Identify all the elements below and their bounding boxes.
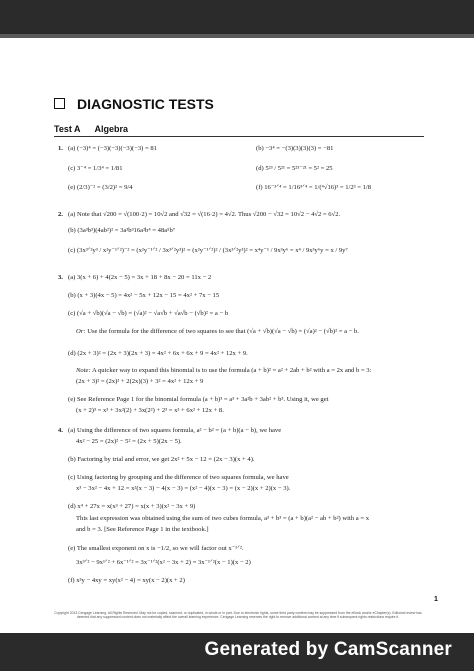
q4-e-line2: 3x³ᐟ² − 9x¹ᐟ² + 6x⁻¹ᐟ² = 3x⁻¹ᐟ²(x² − 3x + 2) = 3x⁻¹ᐟ²(x − 1)(x − 2) xyxy=(76,559,251,566)
page-number: 1 xyxy=(434,596,438,603)
q2-c: (c) (3x³ᐟ²y³ / x²y⁻¹ᐟ²)⁻² = (x²y⁻¹ᐟ² / 3x³ᐟ²y³)² = (x²y⁻¹ᐟ²)² / (3x³ᐟ²y³)² = x⁴y⁻¹ / 9x³y⁶ = x⁴ / 9x³y⁶y = x / 9y⁷ xyxy=(68,247,348,254)
q4-number: 4. xyxy=(58,427,63,434)
test-subject: Algebra xyxy=(94,124,129,134)
scanner-top-band xyxy=(0,0,474,38)
q1-f: (f) 16⁻³ᐟ⁴ = 1/16³ᐟ⁴ = 1/(⁴√16)³ = 1/2³ = 1/8 xyxy=(256,184,372,191)
q3-a: (a) 3(x + 6) + 4(2x − 5) = 3x + 18 + 8x − 20 = 11x − 2 xyxy=(68,274,212,281)
or-text: Use the formula for the difference of two squares to see that (√a + √b)(√a − √b) = (√a)² − (√b)² = a − b. xyxy=(87,328,359,335)
q4-f: (f) x³y − 4xy = xy(x² − 4) = xy(x − 2)(x + 2) xyxy=(68,577,185,584)
q4-b: (b) Factoring by trial and error, we get 2x² + 5x − 12 = (2x − 3)(x + 4). xyxy=(68,456,255,463)
q1-a: (a) (−3)⁴ = (−3)(−3)(−3)(−3) = 81 xyxy=(68,145,157,152)
q2-a: (a) Note that √200 = √(100·2) = 10√2 and √32 = √(16·2) = 4√2. Thus √200 − √32 = 10√2 − 4√2 = 6√2. xyxy=(68,211,341,218)
q3-c: (c) (√a + √b)(√a − √b) = (√a)² − √a√b + √a√b − (√b)² = a − b xyxy=(68,310,229,317)
q3-d-note-formula: (2x + 3)² = (2x)² + 2(2x)(3) + 3² = 4x² + 12x + 9 xyxy=(76,378,204,385)
page-title xyxy=(54,96,214,112)
q4-e-line1: (e) The smallest exponent on x is −1/2, so we will factor out x⁻¹ᐟ². xyxy=(68,545,244,552)
q4-d-line1: (d) x⁴ + 27x = x(x³ + 27) = x(x + 3)(x² − 3x + 9) xyxy=(68,503,196,510)
q1-b: (b) −3⁴ = −(3)(3)(3)(3) = −81 xyxy=(256,145,334,152)
note-text: A quicker way to expand this binomial is to use the formula (a + b)² = a² + 2ab + b² with a = 2x and b = 3: xyxy=(91,367,372,374)
heading-rule xyxy=(54,136,424,137)
q3-c-alternative xyxy=(76,328,359,336)
copyright-notice: Copyright 2013 Cengage Learning. All Rights Reserved. May not be copied, scanned, or duplicated, in whole or in part. Due to electronic rights, some third party content may be suppressed from the eBook and/or eChapter(s). Editorial review has deemed that any suppressed content does not materially affect the overall learning experience. Cengage Learning reserves the right to remove additional content at any time if subsequent rights restrictions require it. xyxy=(54,611,422,619)
q1-e: (e) (2/3)⁻² = (3/2)² = 9/4 xyxy=(68,184,133,191)
q4-c-line1: (c) Using factoring by grouping and the difference of two squares formula, we have xyxy=(68,474,289,481)
q3-b: (b) (x + 3)(4x − 5) = 4x² − 5x + 12x − 15 = 4x² + 7x − 15 xyxy=(68,292,220,299)
or-label: Or: xyxy=(76,328,86,335)
q4-d-line3: and b = 3. [See Reference Page 1 in the textbook.] xyxy=(76,526,209,533)
camscanner-watermark: Generated by CamScanner xyxy=(204,639,452,660)
q3-e-line1: (e) See Reference Page 1 for the binomial formula (a + b)³ = a³ + 3a²b + 3ab² + b³. Using it, we get xyxy=(68,396,329,403)
q3-d: (d) (2x + 3)² = (2x + 3)(2x + 3) = 4x² + 6x + 6x + 9 = 4x² + 12x + 9. xyxy=(68,350,248,357)
test-label: Test A xyxy=(54,124,81,134)
q3-number: 3. xyxy=(58,274,63,281)
q3-e-line2: (x + 2)³ = x³ + 3x²(2) + 3x(2²) + 2³ = x³ + 6x² + 12x + 8. xyxy=(76,407,224,414)
q1-number: 1. xyxy=(58,145,63,152)
test-heading xyxy=(54,124,142,134)
checkbox-square-icon xyxy=(54,98,65,109)
page-title-text: DIAGNOSTIC TESTS xyxy=(77,96,214,112)
q1-d: (d) 5²³ / 5²¹ = 5²³⁻²¹ = 5² = 25 xyxy=(256,165,333,172)
q4-d-line2: This last expression was obtained using the sum of two cubes formula, a³ + b³ = (a + b)(a² − ab + b²) with a = x xyxy=(76,515,369,522)
q2-b: (b) (3a³b³)(4ab²)² = 3a³b³16a²b⁴ = 48a⁵b⁷ xyxy=(68,227,176,234)
q4-a-line1: (a) Using the difference of two squares formula, a² − b² = (a + b)(a − b), we have xyxy=(68,427,282,434)
q4-a-line2: 4x² − 25 = (2x)² − 5² = (2x + 5)(2x − 5). xyxy=(76,438,182,445)
q3-d-note xyxy=(76,367,371,375)
q4-c-line2: x³ − 3x² − 4x + 12 = x²(x − 3) − 4(x − 3) = (x² − 4)(x − 3) = (x − 2)(x + 2)(x − 3). xyxy=(76,485,291,492)
q2-number: 2. xyxy=(58,211,63,218)
q1-c: (c) 3⁻⁴ = 1/3⁴ = 1/81 xyxy=(68,165,123,172)
note-label: Note: xyxy=(76,367,91,374)
